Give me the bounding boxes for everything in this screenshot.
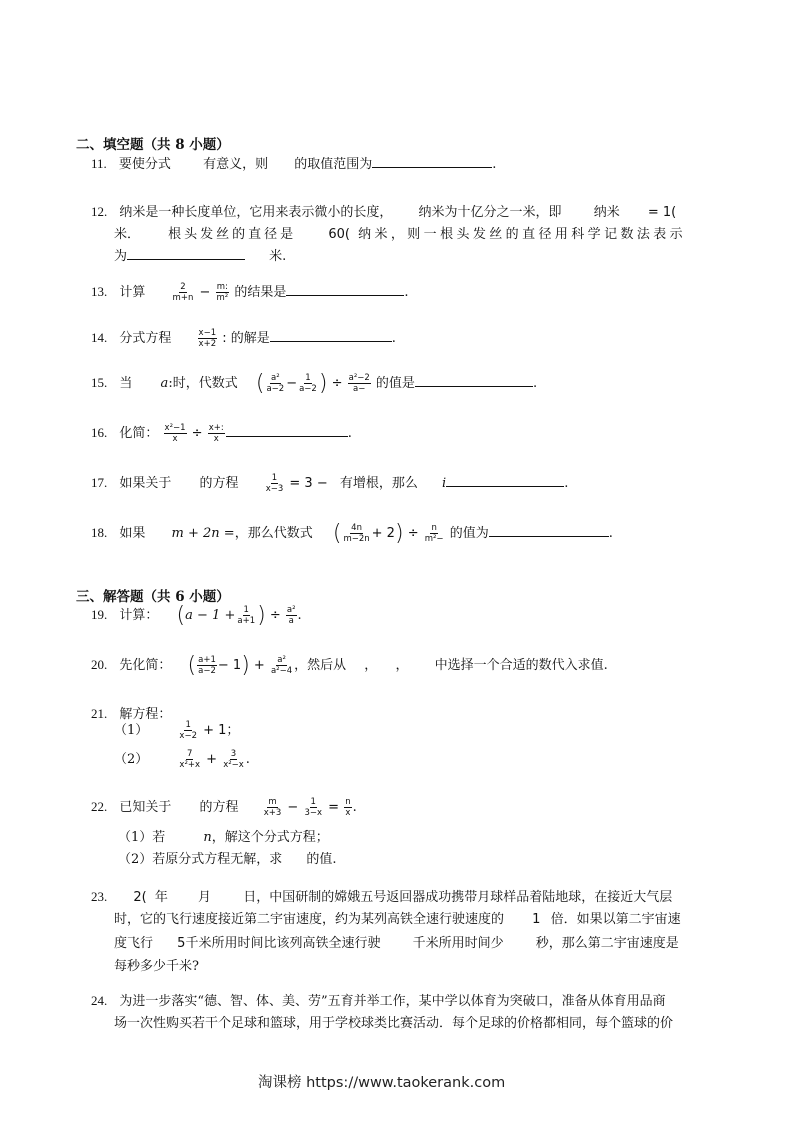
footer-watermark: 淘课榜 https://www.taokerank.com (258, 1075, 506, 1091)
question-number: 21. (91, 706, 108, 721)
question-text: 年 (154, 890, 168, 905)
question-text: 化简： (119, 426, 159, 441)
answer-blank[interactable] (127, 246, 245, 260)
answer-blank[interactable] (415, 373, 533, 387)
question-text: 计算： (119, 608, 159, 623)
period: . (532, 376, 538, 391)
part-label: （1） (114, 723, 149, 738)
question-text: ，解这个分式方程； (211, 830, 329, 845)
question-22-part-1 (118, 826, 329, 845)
question-text: 的值. (306, 852, 337, 867)
operator: ÷ (191, 426, 203, 441)
question-text: 当 (119, 376, 133, 391)
question-23-line-3 (114, 932, 679, 951)
question-text: 月 (198, 890, 212, 905)
question-23-line-2 (114, 908, 681, 927)
question-number: 23. (91, 889, 108, 904)
right-paren: ) (318, 371, 328, 396)
fraction: $\frac{1}{a-2}$ (299, 373, 317, 394)
question-number: 22. (91, 799, 108, 814)
question-15 (91, 371, 537, 396)
fraction: $\frac{4n}{m-2n}$ (343, 523, 370, 544)
question-12-line-1 (91, 201, 676, 220)
fraction: $\frac{x+:}{x}$ (208, 423, 224, 444)
question-text: ，然后从 (294, 658, 347, 673)
period: . (492, 157, 497, 172)
question-text: 分式方程 (119, 331, 172, 346)
fraction: $\frac{m:}{\text{m²}}$ (216, 282, 229, 303)
question-20 (91, 653, 608, 678)
left-paren: ( (255, 371, 265, 396)
fraction: $\frac{\text{a²}}{a-2}$ (266, 373, 285, 394)
question-21-part-1 (114, 719, 239, 741)
question-text: 要使分式 (118, 157, 171, 172)
question-text: ， (364, 658, 378, 673)
question-text: 已知关于 (119, 800, 172, 815)
question-text: （1）若 (118, 830, 166, 845)
question-text: 米． (114, 227, 141, 242)
answer-blank[interactable] (489, 523, 609, 537)
question-number: 15. (91, 375, 108, 390)
fraction: $\frac{n}{\text{m²−}}$ (424, 523, 444, 544)
operator: + (206, 752, 218, 767)
question-number: 19. (91, 607, 108, 622)
fraction: $\frac{x-1}{x+2}$ (198, 328, 217, 349)
math-variable: a (160, 376, 169, 391)
operator: = (328, 800, 340, 815)
left-paren: ( (332, 521, 342, 546)
question-text: 有增根，那么 (339, 476, 418, 491)
operator: − (286, 376, 298, 391)
question-23-line-4: 每秒多少千米? (114, 959, 199, 974)
question-text: 的方程 (199, 800, 239, 815)
question-24-line-2: 场一次性购买若干个足球和篮球，用于学校球类比赛活动．每个足球的价格都相同，每个篮球的价 (114, 1016, 674, 1031)
question-number: 18. (91, 525, 108, 540)
math-variable: n (203, 830, 212, 845)
question-text: 的取值范围为 (294, 157, 373, 172)
question-13 (91, 281, 409, 303)
question-text: 的结果是 (234, 285, 287, 300)
question-text: 秒，那么第二宇宙速度是 (535, 936, 679, 951)
question-text: :时，代数式 (168, 376, 238, 391)
question-12-line-2 (114, 223, 686, 242)
question-text: 60( (328, 227, 350, 242)
question-number: 17. (91, 475, 108, 490)
question-22 (91, 796, 357, 818)
period: . (297, 608, 302, 623)
question-23-line-1 (91, 886, 672, 905)
question-text: 千米所用时间少 (412, 936, 504, 951)
question-number: 16. (91, 425, 108, 440)
right-paren: ) (241, 653, 250, 678)
period: . (391, 331, 396, 346)
question-16 (91, 422, 352, 444)
question-19 (91, 603, 302, 628)
fraction: $\frac{\text{a²}}{\text{a²−4}}$ (270, 655, 293, 676)
period: . (404, 285, 409, 300)
question-number: 12. (91, 204, 108, 219)
question-text: 纳米为十亿分之一米，即 (418, 205, 562, 220)
fraction: $\frac{1}{x-3}$ (265, 473, 284, 494)
question-text: 千米所用时间比该列高铁全速行驶 (185, 936, 381, 951)
question-text: 计算 (119, 285, 146, 300)
right-paren: ) (257, 603, 266, 628)
question-number: 24. (91, 993, 108, 1008)
answer-blank[interactable] (372, 154, 492, 168)
operator: + 2 (371, 526, 395, 541)
answer-blank[interactable] (226, 423, 348, 437)
fraction: $\frac{\text{a²}}{a}$ (286, 605, 296, 626)
fraction: $\frac{1}{a+1}$ (237, 605, 256, 626)
fraction: $\frac{2}{m+n}$ (172, 282, 194, 303)
question-12-line-3 (114, 245, 286, 264)
left-paren: ( (187, 653, 197, 678)
question-text: ，那么代数式 (234, 526, 313, 541)
question-14 (91, 327, 396, 349)
question-text: 日，中国研制的嫦娥五号返回器成功携带月球样品着陆地球，在接近大气层 (243, 890, 673, 905)
period: . (608, 526, 613, 541)
question-text: 根头发丝的直径是 (168, 227, 297, 242)
operator: ÷ (331, 376, 343, 391)
operator: ÷ (407, 526, 419, 541)
fraction: $\frac{m}{x+3}$ (263, 797, 282, 818)
period: . (564, 476, 569, 491)
answer-blank[interactable] (446, 473, 564, 487)
fraction: $\frac{\text{a²−2}}{a-}$ (348, 373, 370, 394)
question-text: 的值为 (449, 526, 489, 541)
question-number: 11. (91, 156, 107, 171)
question-24-line-1 (91, 990, 666, 1009)
question-18 (91, 521, 613, 546)
question-text: 的值是 (375, 376, 415, 391)
question-text: （2）若原分式方程无解，求 (118, 852, 283, 867)
answer-blank[interactable] (270, 328, 392, 342)
question-text: ， (395, 658, 409, 673)
period: . (352, 800, 357, 815)
question-text: 如果关于 (119, 476, 172, 491)
question-text: 为 (114, 249, 128, 264)
question-text: 纳米，则一根头发丝的直径用科学记数法表示 (358, 227, 687, 242)
section-2-title: 二、填空题（共 8 小题） (76, 137, 230, 153)
right-paren: ) (394, 521, 404, 546)
question-text: 的方程 (199, 476, 239, 491)
question-21-part-2 (114, 748, 250, 770)
fraction: $\frac{3}{\text{x²−x}}$ (223, 749, 244, 770)
question-11 (91, 153, 496, 172)
question-text: 时，它的飞行速度接近第二宇宙速度，约为某列高铁全速行驶速度的 (114, 912, 505, 927)
question-text: 纳米 (593, 205, 620, 220)
question-number: 20. (91, 657, 108, 672)
math-expression: m + 2n = (171, 526, 235, 541)
question-text: 2( (133, 890, 147, 905)
question-text: 1 (532, 912, 541, 927)
question-text: 中选择一个合适的数代入求值. (434, 658, 608, 673)
period: . (347, 426, 352, 441)
operator: − (199, 285, 211, 300)
question-text: 为进一步落实“德、智、体、美、劳”五育并举工作，某中学以体育为突破口，准备从体育用品商 (119, 994, 666, 1009)
question-text: 解方程： (119, 707, 172, 722)
fraction: $\frac{\text{x²−1}}{x}$ (164, 423, 186, 444)
question-number: 14. (91, 330, 108, 345)
part-label: （2） (114, 752, 149, 767)
question-number: 13. (91, 284, 108, 299)
fraction: $\frac{n}{x}$ (345, 797, 351, 818)
question-text: 倍．如果以第二宇宙速 (550, 912, 681, 927)
question-text: 度飞行 (114, 936, 154, 951)
operator: : (222, 331, 227, 346)
question-text: 有意义，则 (203, 157, 269, 172)
left-paren: ( (176, 603, 186, 628)
fraction: $\frac{1}{x-2}$ (179, 720, 197, 741)
section-3-title: 三、解答题（共 6 小题） (76, 589, 230, 605)
question-text: = 1( (647, 205, 677, 220)
question-text: 如果 (119, 526, 146, 541)
fraction: $\frac{1}{3-x}$ (304, 797, 323, 818)
fraction: $\frac{a+1}{a-2}$ (198, 655, 216, 676)
operator: − 1 (217, 658, 242, 673)
math-variable: i (442, 476, 447, 491)
question-text: 的解是 (230, 331, 270, 346)
question-text: 先化简： (119, 658, 172, 673)
fraction: $\frac{7}{\text{x²+x}}$ (179, 749, 201, 770)
question-text: 5 (177, 936, 186, 951)
answer-blank[interactable] (286, 282, 404, 296)
period: . (245, 752, 250, 767)
operator: − (287, 800, 299, 815)
operator: ÷ (269, 608, 281, 623)
question-17 (91, 472, 568, 494)
operator: + (253, 658, 265, 673)
question-text: 米. (269, 249, 287, 264)
math-expression: a − 1 + (185, 608, 236, 623)
math-expression: + 1； (203, 723, 240, 738)
question-22-part-2 (118, 848, 337, 867)
math-expression: = 3 − (289, 476, 328, 491)
question-text: 纳米是一种长度单位，它用来表示微小的长度， (119, 205, 393, 220)
